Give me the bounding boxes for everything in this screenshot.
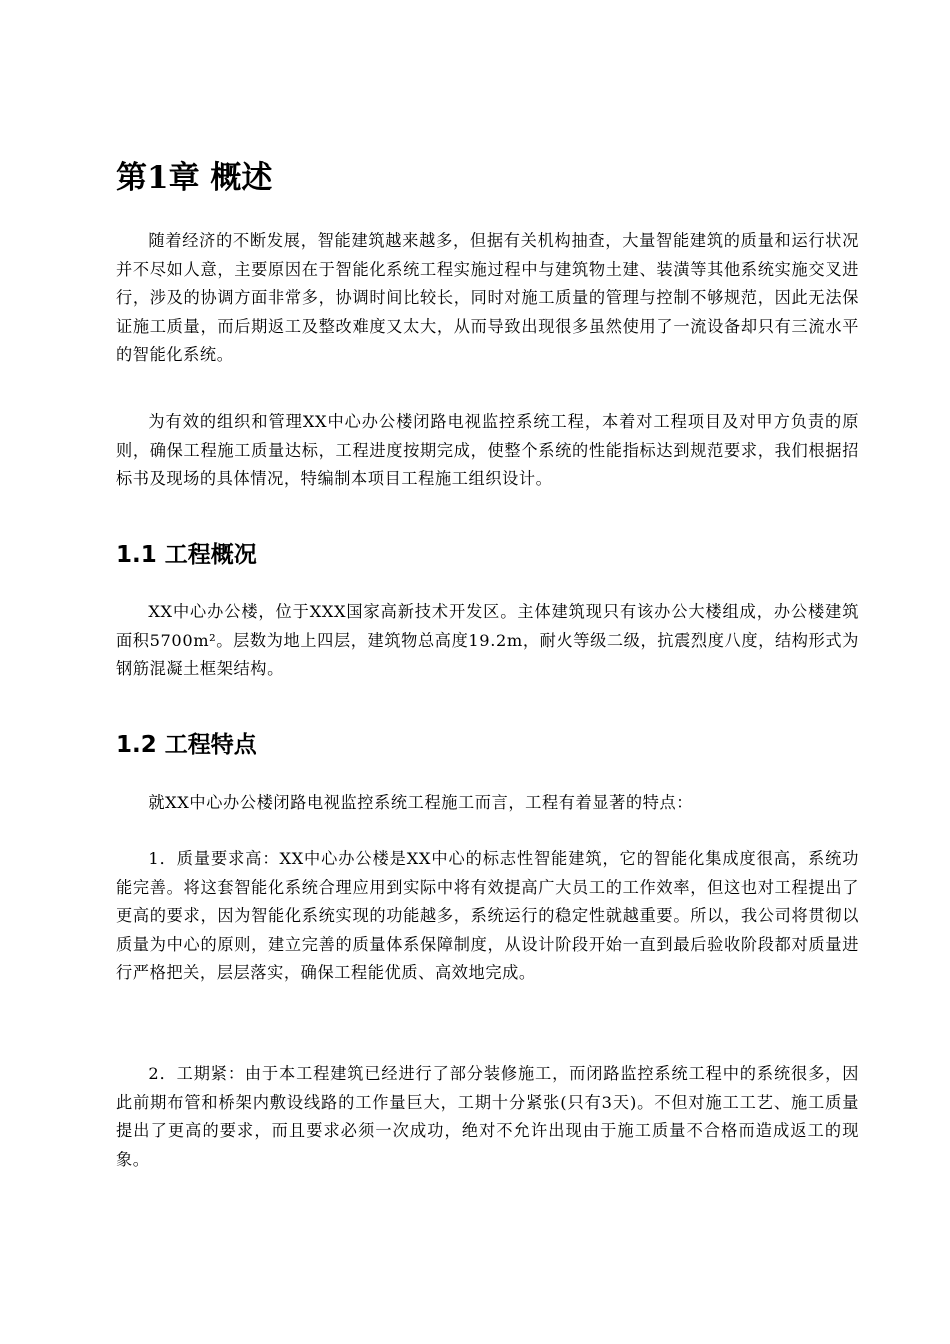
features-intro-paragraph: 就XX中心办公楼闭路电视监控系统工程施工而言，工程有着显著的特点： — [148, 793, 694, 812]
section-title-1-1: 1.1 工程概况 — [116, 542, 257, 568]
intro-paragraph-2: 为有效的组织和管理XX中心办公楼闭路电视监控系统工程，本着对工程项目及对甲方负责的原则，确保工程施工质量达标，工程进度按期完成，使整个系统的性能指标达到规范要求，我们根据招标书及现场的具体情况，特编制本项目工程施工组织设计。 — [116, 412, 859, 488]
feature-schedule-paragraph: 2．工期紧：由于本工程建筑已经进行了部分装修施工，而闭路监控系统工程中的系统很多，因此前期布管和桥架内敷设线路的工作量巨大，工期十分紧张(只有3天)。不但对施工工艺、施工质量提出了更高的要求，而且要求必须一次成功，绝对不允许出现由于施工质量不合格而造成返工的现象。 — [116, 1064, 859, 1169]
intro-paragraph-1: 随着经济的不断发展，智能建筑越来越多，但据有关机构抽查，大量智能建筑的质量和运行状况并不尽如人意，主要原因在于智能化系统工程实施过程中与建筑物土建、装潢等其他系统实施交叉进行，涉及的协调方面非常多，协调时间比较长，同时对施工质量的管理与控制不够规范，因此无法保证施工质量，而后期返工及整改难度又太大，从而导致出现很多虽然使用了一流设备却只有三流水平的智能化系统。 — [116, 231, 859, 364]
overview-paragraph: XX中心办公楼，位于XXX国家高新技术开发区。主体建筑现只有该办公大楼组成，办公楼建筑面积5700m²。层数为地上四层，建筑物总高度19.2m，耐火等级二级，抗震烈度八度，结构形式为钢筋混凝土框架结构。 — [116, 602, 859, 678]
section-title-1-2: 1.2 工程特点 — [116, 732, 257, 758]
chapter-title: 第1章 概述 — [116, 160, 273, 196]
feature-quality-paragraph: 1．质量要求高：XX中心办公楼是XX中心的标志性智能建筑，它的智能化集成度很高，系统功能完善。将这套智能化系统合理应用到实际中将有效提高广大员工的工作效率，但这也对工程提出了更高的要求，因为智能化系统实现的功能越多，系统运行的稳定性就越重要。所以，我公司将贯彻以质量为中心的原则，建立完善的质量体系保障制度，从设计阶段开始一直到最后验收阶段都对质量进行严格把关，层层落实，确保工程能优质、高效地完成。 — [116, 849, 859, 982]
